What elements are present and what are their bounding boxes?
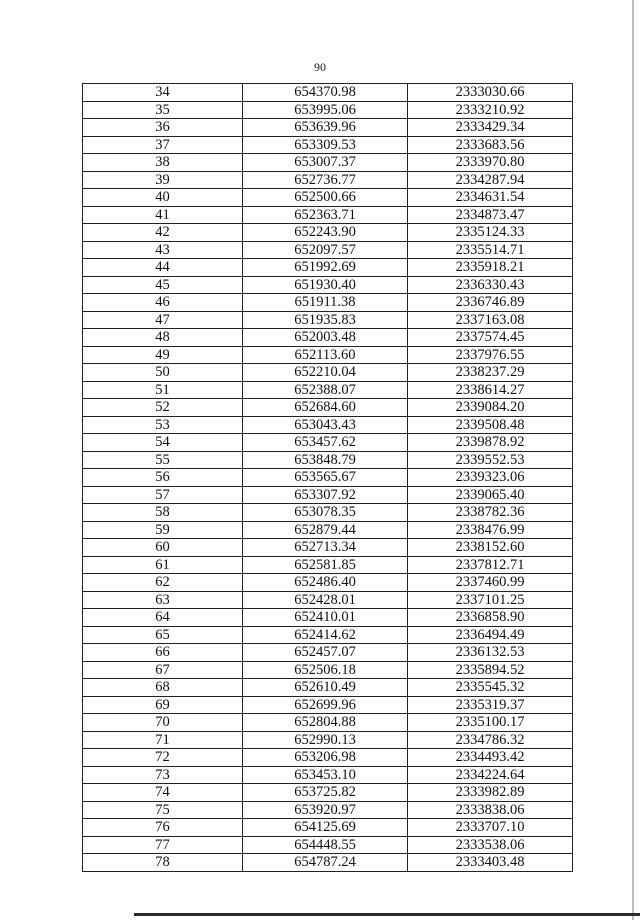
table-row	[83, 399, 573, 417]
y-coordinate-cell: 2335918.21	[408, 259, 573, 277]
point-number-cell: 42	[83, 224, 243, 242]
y-coordinate-cell: 2333210.92	[408, 101, 573, 119]
y-coordinate-cell: 2333838.06	[408, 801, 573, 819]
x-coordinate-cell: 653309.53	[243, 136, 408, 154]
y-coordinate-cell: 2337574.45	[408, 329, 573, 347]
table-row	[83, 836, 573, 854]
x-coordinate-cell: 653078.35	[243, 504, 408, 522]
x-coordinate-cell: 652428.01	[243, 591, 408, 609]
y-coordinate-cell: 2335319.37	[408, 696, 573, 714]
x-coordinate-cell: 652500.66	[243, 189, 408, 207]
x-coordinate-cell: 653007.37	[243, 154, 408, 172]
table-row	[83, 714, 573, 732]
table-row	[83, 276, 573, 294]
point-number-cell: 34	[83, 84, 243, 102]
x-coordinate-cell: 652210.04	[243, 364, 408, 382]
x-coordinate-cell: 652804.88	[243, 714, 408, 732]
table-row	[83, 749, 573, 767]
table-row	[83, 854, 573, 872]
table-row	[83, 189, 573, 207]
x-coordinate-cell: 652113.60	[243, 346, 408, 364]
table-row	[83, 801, 573, 819]
table-row	[83, 364, 573, 382]
x-coordinate-cell: 652879.44	[243, 521, 408, 539]
point-number-cell: 46	[83, 294, 243, 312]
table-row	[83, 84, 573, 102]
table-row	[83, 469, 573, 487]
x-coordinate-cell: 652684.60	[243, 399, 408, 417]
point-number-cell: 67	[83, 661, 243, 679]
y-coordinate-cell: 2334786.32	[408, 731, 573, 749]
point-number-cell: 65	[83, 626, 243, 644]
x-coordinate-cell: 652414.62	[243, 626, 408, 644]
y-coordinate-cell: 2336132.53	[408, 644, 573, 662]
point-number-cell: 76	[83, 819, 243, 837]
table-row	[83, 504, 573, 522]
page-number: 90	[314, 60, 326, 74]
table-row	[83, 346, 573, 364]
point-number-cell: 70	[83, 714, 243, 732]
x-coordinate-cell: 654787.24	[243, 854, 408, 872]
point-number-cell: 49	[83, 346, 243, 364]
x-coordinate-cell: 651911.38	[243, 294, 408, 312]
point-number-cell: 58	[83, 504, 243, 522]
table-row	[83, 609, 573, 627]
page-edge-right	[632, 0, 634, 920]
point-number-cell: 51	[83, 381, 243, 399]
x-coordinate-cell: 651992.69	[243, 259, 408, 277]
x-coordinate-cell: 653043.43	[243, 416, 408, 434]
y-coordinate-cell: 2338782.36	[408, 504, 573, 522]
point-number-cell: 38	[83, 154, 243, 172]
table-row	[83, 766, 573, 784]
table-row	[83, 206, 573, 224]
table-row	[83, 154, 573, 172]
table-row	[83, 101, 573, 119]
point-number-cell: 59	[83, 521, 243, 539]
table-row	[83, 434, 573, 452]
y-coordinate-cell: 2333707.10	[408, 819, 573, 837]
point-number-cell: 55	[83, 451, 243, 469]
y-coordinate-cell: 2337163.08	[408, 311, 573, 329]
x-coordinate-cell: 652713.34	[243, 539, 408, 557]
y-coordinate-cell: 2334631.54	[408, 189, 573, 207]
x-coordinate-cell: 652736.77	[243, 171, 408, 189]
x-coordinate-cell: 652581.85	[243, 556, 408, 574]
y-coordinate-cell: 2338152.60	[408, 539, 573, 557]
point-number-cell: 75	[83, 801, 243, 819]
point-number-cell: 44	[83, 259, 243, 277]
point-number-cell: 77	[83, 836, 243, 854]
table-row	[83, 644, 573, 662]
table-row	[83, 556, 573, 574]
y-coordinate-cell: 2333403.48	[408, 854, 573, 872]
x-coordinate-cell: 652243.90	[243, 224, 408, 242]
x-coordinate-cell: 651935.83	[243, 311, 408, 329]
coordinates-table-body	[83, 84, 573, 872]
table-row	[83, 591, 573, 609]
x-coordinate-cell: 651930.40	[243, 276, 408, 294]
x-coordinate-cell: 653995.06	[243, 101, 408, 119]
x-coordinate-cell: 652003.48	[243, 329, 408, 347]
point-number-cell: 64	[83, 609, 243, 627]
point-number-cell: 71	[83, 731, 243, 749]
point-number-cell: 39	[83, 171, 243, 189]
y-coordinate-cell: 2333970.80	[408, 154, 573, 172]
x-coordinate-cell: 652097.57	[243, 241, 408, 259]
y-coordinate-cell: 2333429.34	[408, 119, 573, 137]
point-number-cell: 60	[83, 539, 243, 557]
table-row	[83, 661, 573, 679]
y-coordinate-cell: 2337812.71	[408, 556, 573, 574]
point-number-cell: 74	[83, 784, 243, 802]
x-coordinate-cell: 653457.62	[243, 434, 408, 452]
x-coordinate-cell: 652486.40	[243, 574, 408, 592]
x-coordinate-cell: 653206.98	[243, 749, 408, 767]
y-coordinate-cell: 2339552.53	[408, 451, 573, 469]
point-number-cell: 37	[83, 136, 243, 154]
table-row	[83, 241, 573, 259]
point-number-cell: 62	[83, 574, 243, 592]
table-row	[83, 819, 573, 837]
y-coordinate-cell: 2334224.64	[408, 766, 573, 784]
point-number-cell: 45	[83, 276, 243, 294]
y-coordinate-cell: 2338614.27	[408, 381, 573, 399]
point-number-cell: 61	[83, 556, 243, 574]
y-coordinate-cell: 2336858.90	[408, 609, 573, 627]
point-number-cell: 68	[83, 679, 243, 697]
y-coordinate-cell: 2334287.94	[408, 171, 573, 189]
table-row	[83, 784, 573, 802]
table-row	[83, 416, 573, 434]
table-row	[83, 224, 573, 242]
x-coordinate-cell: 654448.55	[243, 836, 408, 854]
y-coordinate-cell: 2333982.89	[408, 784, 573, 802]
x-coordinate-cell: 652610.49	[243, 679, 408, 697]
x-coordinate-cell: 652506.18	[243, 661, 408, 679]
y-coordinate-cell: 2339878.92	[408, 434, 573, 452]
point-number-cell: 53	[83, 416, 243, 434]
point-number-cell: 56	[83, 469, 243, 487]
table-row	[83, 696, 573, 714]
y-coordinate-cell: 2335545.32	[408, 679, 573, 697]
y-coordinate-cell: 2334873.47	[408, 206, 573, 224]
point-number-cell: 40	[83, 189, 243, 207]
x-coordinate-cell: 653307.92	[243, 486, 408, 504]
page-edge-bottom	[134, 913, 640, 916]
y-coordinate-cell: 2333538.06	[408, 836, 573, 854]
x-coordinate-cell: 654370.98	[243, 84, 408, 102]
x-coordinate-cell: 653565.67	[243, 469, 408, 487]
point-number-cell: 54	[83, 434, 243, 452]
x-coordinate-cell: 652699.96	[243, 696, 408, 714]
y-coordinate-cell: 2337460.99	[408, 574, 573, 592]
point-number-cell: 73	[83, 766, 243, 784]
y-coordinate-cell: 2338476.99	[408, 521, 573, 539]
table-row	[83, 486, 573, 504]
y-coordinate-cell: 2336746.89	[408, 294, 573, 312]
x-coordinate-cell: 652388.07	[243, 381, 408, 399]
y-coordinate-cell: 2339508.48	[408, 416, 573, 434]
point-number-cell: 41	[83, 206, 243, 224]
table-row	[83, 259, 573, 277]
point-number-cell: 43	[83, 241, 243, 259]
point-number-cell: 50	[83, 364, 243, 382]
x-coordinate-cell: 652990.13	[243, 731, 408, 749]
y-coordinate-cell: 2333683.56	[408, 136, 573, 154]
table-row	[83, 451, 573, 469]
coordinates-table	[82, 83, 573, 872]
x-coordinate-cell: 653848.79	[243, 451, 408, 469]
table-row	[83, 521, 573, 539]
x-coordinate-cell: 652457.07	[243, 644, 408, 662]
y-coordinate-cell: 2335100.17	[408, 714, 573, 732]
point-number-cell: 69	[83, 696, 243, 714]
y-coordinate-cell: 2336330.43	[408, 276, 573, 294]
table-row	[83, 539, 573, 557]
y-coordinate-cell: 2339065.40	[408, 486, 573, 504]
point-number-cell: 66	[83, 644, 243, 662]
table-row	[83, 171, 573, 189]
y-coordinate-cell: 2335124.33	[408, 224, 573, 242]
table-row	[83, 731, 573, 749]
point-number-cell: 35	[83, 101, 243, 119]
table-row	[83, 136, 573, 154]
table-row	[83, 329, 573, 347]
y-coordinate-cell: 2336494.49	[408, 626, 573, 644]
table-row	[83, 381, 573, 399]
table-row	[83, 119, 573, 137]
point-number-cell: 52	[83, 399, 243, 417]
y-coordinate-cell: 2337976.55	[408, 346, 573, 364]
point-number-cell: 63	[83, 591, 243, 609]
table-row	[83, 626, 573, 644]
table-row	[83, 294, 573, 312]
point-number-cell: 48	[83, 329, 243, 347]
y-coordinate-cell: 2333030.66	[408, 84, 573, 102]
table-row	[83, 574, 573, 592]
x-coordinate-cell: 653920.97	[243, 801, 408, 819]
point-number-cell: 72	[83, 749, 243, 767]
y-coordinate-cell: 2338237.29	[408, 364, 573, 382]
x-coordinate-cell: 653725.82	[243, 784, 408, 802]
table-row	[83, 311, 573, 329]
y-coordinate-cell: 2339084.20	[408, 399, 573, 417]
y-coordinate-cell: 2335894.52	[408, 661, 573, 679]
y-coordinate-cell: 2334493.42	[408, 749, 573, 767]
point-number-cell: 57	[83, 486, 243, 504]
x-coordinate-cell: 652363.71	[243, 206, 408, 224]
x-coordinate-cell: 653453.10	[243, 766, 408, 784]
x-coordinate-cell: 652410.01	[243, 609, 408, 627]
point-number-cell: 47	[83, 311, 243, 329]
y-coordinate-cell: 2337101.25	[408, 591, 573, 609]
x-coordinate-cell: 653639.96	[243, 119, 408, 137]
point-number-cell: 78	[83, 854, 243, 872]
table-row	[83, 679, 573, 697]
x-coordinate-cell: 654125.69	[243, 819, 408, 837]
y-coordinate-cell: 2339323.06	[408, 469, 573, 487]
y-coordinate-cell: 2335514.71	[408, 241, 573, 259]
point-number-cell: 36	[83, 119, 243, 137]
